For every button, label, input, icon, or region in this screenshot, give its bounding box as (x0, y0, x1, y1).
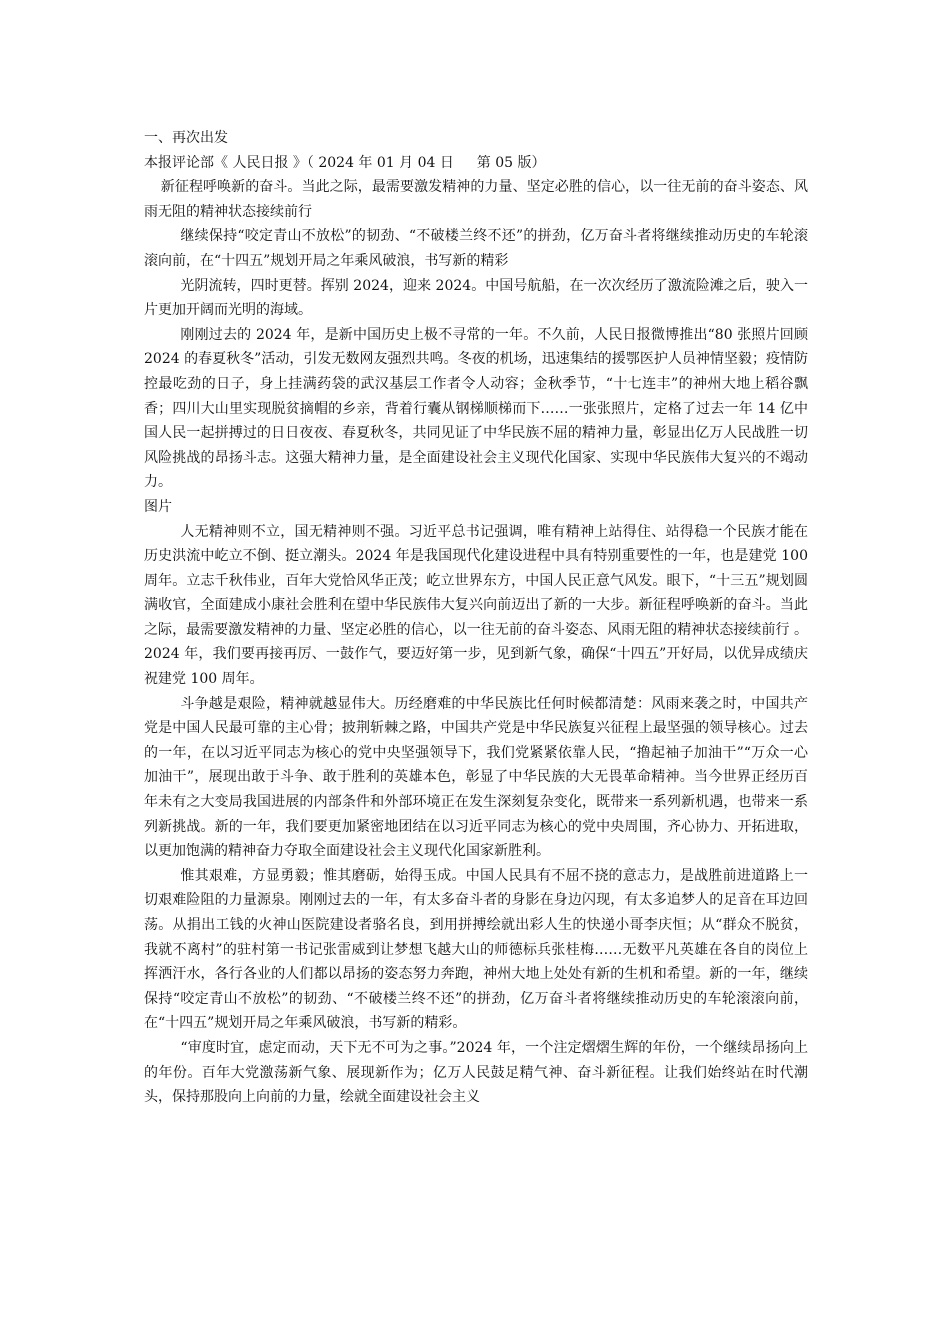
paragraph: 斗争越是艰险，精神就越显伟大。历经磨难的中华民族比任何时候都清楚：风雨来袭之时，中国共产党是中国人民最可靠的主心骨；披荆斩棘之路，中国共产党是中华民族复兴征程上最坚强的领导核心。过去的一年，在以习近平同志为核心的党中央坚强领导下，我们党紧紧依靠人民，“撸起袖子加油干”“万众一心加油干”，展现出敢于斗争、敢于胜利的英雄本色，彰显了中华民族的大无畏革命精神。当今世界正经历百年未有之大变局我国进展的内部条件和外部环境正在发生深刻复杂变化，既带来一系列新机遇，也带来一系列新挑战。新的一年，我们要更加紧密地团结在以习近平同志为核心的党中央周围，齐心协力、开拓进取，以更加饱满的精神奋力夺取全面建设社会主义现代化国家新胜利。 (144, 695, 808, 860)
source-line: 本报评论部《 人民日报 》（ 2024 年 01 月 04 日 第 05 版） (144, 154, 546, 171)
paragraph: 光阴流转，四时更替。挥别 2024，迎来 2024。中国号航船，在一次次经历了激流险滩之后，驶入一片更加开阔而光明的海域。 (144, 277, 808, 319)
paragraph: 人无精神则不立，国无精神则不强。习近平总书记强调，唯有精神上站得住、站得稳一个民族才能在历史洪流中屹立不倒、挺立潮头。2024 年是我国现代化建设进程中具有特别重要性的一年，也是建党 100 周年。立志千秋伟业，百年大党恰风华正茂；屹立世界东方，中国人民正意气风发。眼下，“十三五”规划圆满收官，全面建成小康社会胜利在望中华民族伟大复兴向前迈出了新的一大步。新征程呼唤新的奋斗。当此之际，最需要激发精神的力量、坚定必胜的信心，以一往无前的奋斗姿态、风雨无阻的精神状态接续前行 。2024 年，我们要再接再厉、一鼓作气，要迈好第一步，见到新气象，确保“十四五”开好局，以优异成绩庆祝建党 100 周年。 (144, 523, 808, 688)
paragraph: 新征程呼唤新的奋斗。当此之际，最需要激发精神的力量、坚定必胜的信心，以一往无前的奋斗姿态、风雨无阻的精神状态接续前行 (144, 179, 808, 220)
document-page (144, 126, 808, 1110)
paragraph: 继续保持“咬定青山不放松”的韧劲、“不破楼兰终不还”的拼劲，亿万奋斗者将继续推动历史的车轮滚滚向前，在“十四五”规划开局之年乘风破浪，书写新的精彩 (144, 228, 808, 269)
section-heading: 一、再次出发 (144, 130, 228, 146)
paragraph: “审度时宜，虑定而动，天下无不可为之事。”2024 年，一个注定熠熠生辉的年份，一个继续昂扬向上的年份。百年大党激荡新气象、展现新作为；亿万人民鼓足精气神、奋斗新征程。让我们始终站在时代潮头，保持那股向上向前的力量，绘就全面建设社会主义 (144, 1039, 808, 1106)
paragraph: 刚刚过去的 2024 年，是新中国历史上极不寻常的一年。不久前，人民日报微博推出“80 张照片回顾 2024 的春夏秋冬”活动，引发无数网友强烈共鸣。冬夜的机场，迅速集结的援鄂医护人员神情坚毅；疫情防控最吃劲的日子，身上挂满药袋的武汉基层工作者令人动容；金秋季节，“十七连丰”的神州大地上稻谷飘香；四川大山里实现脱贫摘帽的乡亲，背着行囊从钢梯顺梯而下……一张张照片，定格了过去一年 14 亿中国人民一起拼搏过的日日夜夜、春夏秋冬，共同见证了中华民族不屈的精神力量，彰显出亿万人民战胜一切风险挑战的昂扬斗志。这强大精神力量，是全面建设社会主义现代化国家、实现中华民族伟大复兴的不竭动力。 (144, 326, 808, 491)
paragraph: 惟其艰难，方显勇毅；惟其磨砺，始得玉成。中国人民具有不屈不挠的意志力，是战胜前进道路上一切艰难险阻的力量源泉。刚刚过去的一年，有太多奋斗者的身影在身边闪现，有太多追梦人的足音在耳边回荡。从捐出工钱的火神山医院建设者骆名良，到用拼搏绘就出彩人生的快递小哥李庆恒；从“群众不脱贫，我就不离村”的驻村第一书记张雷威到让梦想飞越大山的师德标兵张桂梅……无数平凡英雄在各自的岗位上挥洒汗水，各行各业的人们都以昂扬的姿态努力奔跑，神州大地上处处有新的生机和希望。新的一年，继续保持“咬定青山不放松”的韧劲、“不破楼兰终不还”的拼劲，亿万奋斗者将继续推动历史的车轮滚滚向前，在“十四五”规划开局之年乘风破浪，书写新的精彩。 (144, 867, 808, 1032)
image-caption: 图片 (144, 498, 172, 515)
